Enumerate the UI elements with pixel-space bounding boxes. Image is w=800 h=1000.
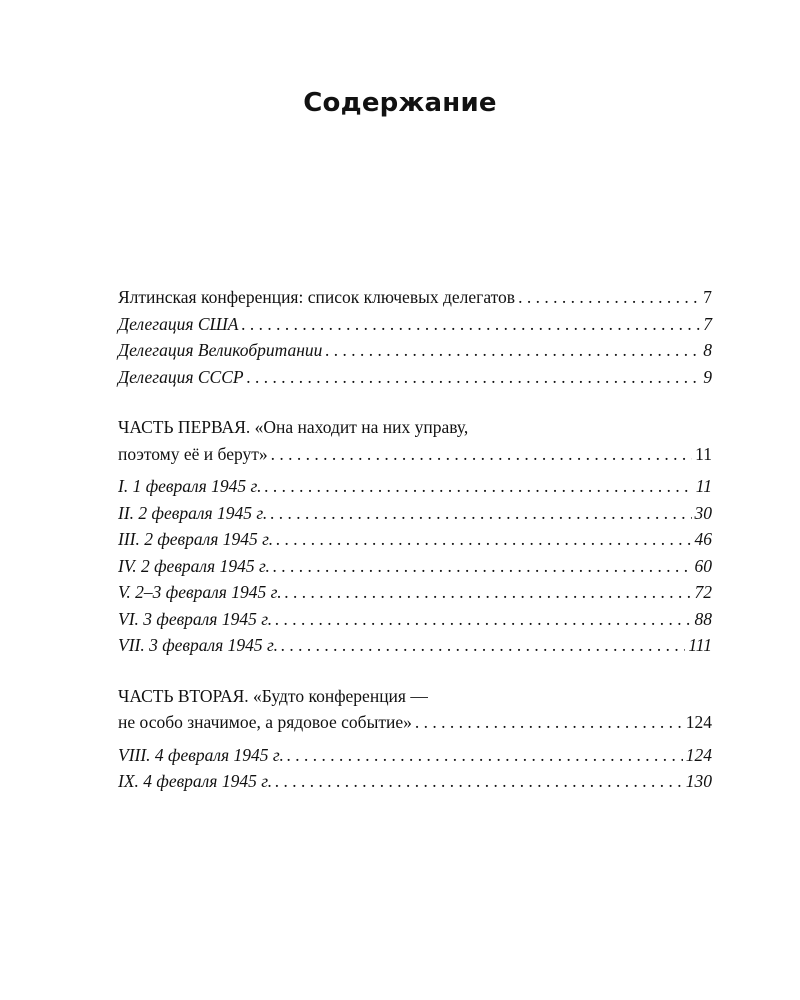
toc-chapter-7[interactable] [118, 632, 712, 659]
toc-page-number: 7 [703, 313, 712, 334]
toc-leader [518, 284, 700, 311]
toc-leader [287, 742, 683, 769]
toc-page-number: 8 [703, 340, 712, 360]
toc-chapter-3[interactable] [118, 526, 712, 553]
toc-entry-label: VIII. 4 февраля 1945 г. [118, 744, 284, 765]
toc-chapter-5[interactable] [118, 579, 712, 606]
toc-part-heading-continued: не особо значимое, а рядовое событие» [118, 712, 412, 732]
toc-page-number: 60 [694, 555, 712, 576]
toc-leader [242, 311, 701, 338]
page-title: Содержание [303, 88, 497, 118]
toc-entry-label: Делегация Великобритании [118, 340, 323, 360]
toc-leader [271, 441, 693, 468]
toc-page-number: 11 [695, 476, 712, 496]
toc-entry-label: I. 1 февраля 1945 г. [118, 476, 262, 496]
toc-page-number: 30 [694, 502, 712, 523]
toc-page-number: 7 [703, 287, 712, 307]
toc-leader [325, 337, 700, 364]
toc-page-number: 88 [694, 608, 712, 629]
toc-page-number: 11 [695, 443, 712, 464]
toc-leader [270, 500, 691, 527]
toc-part-two[interactable] [118, 683, 712, 736]
toc-entry-label: Ялтинская конференция: список ключевых делегатов [118, 287, 516, 307]
toc-chapter-8[interactable] [118, 742, 712, 769]
toc-leader [276, 526, 691, 553]
toc-page-number: 124 [685, 712, 712, 732]
toc-page-number: 111 [688, 635, 712, 655]
toc-entry-label: III. 2 февраля 1945 г. [118, 529, 274, 549]
toc-entry-label: VI. 3 февраля 1945 г. [118, 608, 273, 629]
toc-leader [275, 606, 691, 633]
toc-leader [415, 709, 683, 736]
toc-page-number: 124 [685, 744, 712, 765]
toc-entry-ussr-delegation[interactable] [118, 364, 712, 391]
toc-page-number: 130 [685, 771, 712, 791]
toc-part-one[interactable] [118, 414, 712, 467]
toc-page-number: 46 [694, 529, 712, 549]
toc-leader [247, 364, 701, 391]
toc-leader [285, 579, 692, 606]
toc-entry-label: Делегация СССР [118, 366, 244, 387]
toc-leader [281, 632, 685, 659]
toc-entry-label: VII. 3 февраля 1945 г. [118, 635, 278, 655]
toc-entry-uk-delegation[interactable] [118, 337, 712, 364]
toc-chapter-4[interactable] [118, 553, 712, 580]
toc-page-number: 72 [694, 582, 712, 602]
toc-chapter-9[interactable] [118, 768, 712, 795]
toc-page-number: 9 [703, 366, 712, 387]
table-of-contents [118, 284, 712, 795]
toc-part-heading: ЧАСТЬ ВТОРАЯ. «Будто конференция — [118, 685, 428, 706]
toc-entry-label: IV. 2 февраля 1945 г. [118, 555, 270, 576]
toc-entry-label: IX. 4 февраля 1945 г. [118, 771, 273, 791]
toc-chapter-1[interactable] [118, 473, 712, 500]
toc-entry-delegates[interactable] [118, 284, 712, 311]
toc-leader [273, 553, 692, 580]
toc-entry-label: II. 2 февраля 1945 г. [118, 502, 268, 523]
toc-entry-label: V. 2–3 февраля 1945 г. [118, 582, 282, 602]
toc-chapter-6[interactable] [118, 606, 712, 633]
toc-entry-usa-delegation[interactable] [118, 311, 712, 338]
toc-chapter-2[interactable] [118, 500, 712, 527]
toc-leader [275, 768, 683, 795]
toc-entry-label: Делегация США [118, 313, 239, 334]
toc-leader [264, 473, 692, 500]
toc-part-heading-continued: поэтому её и берут» [118, 443, 268, 464]
toc-part-heading: ЧАСТЬ ПЕРВАЯ. «Она находит на них управу, [118, 417, 469, 437]
